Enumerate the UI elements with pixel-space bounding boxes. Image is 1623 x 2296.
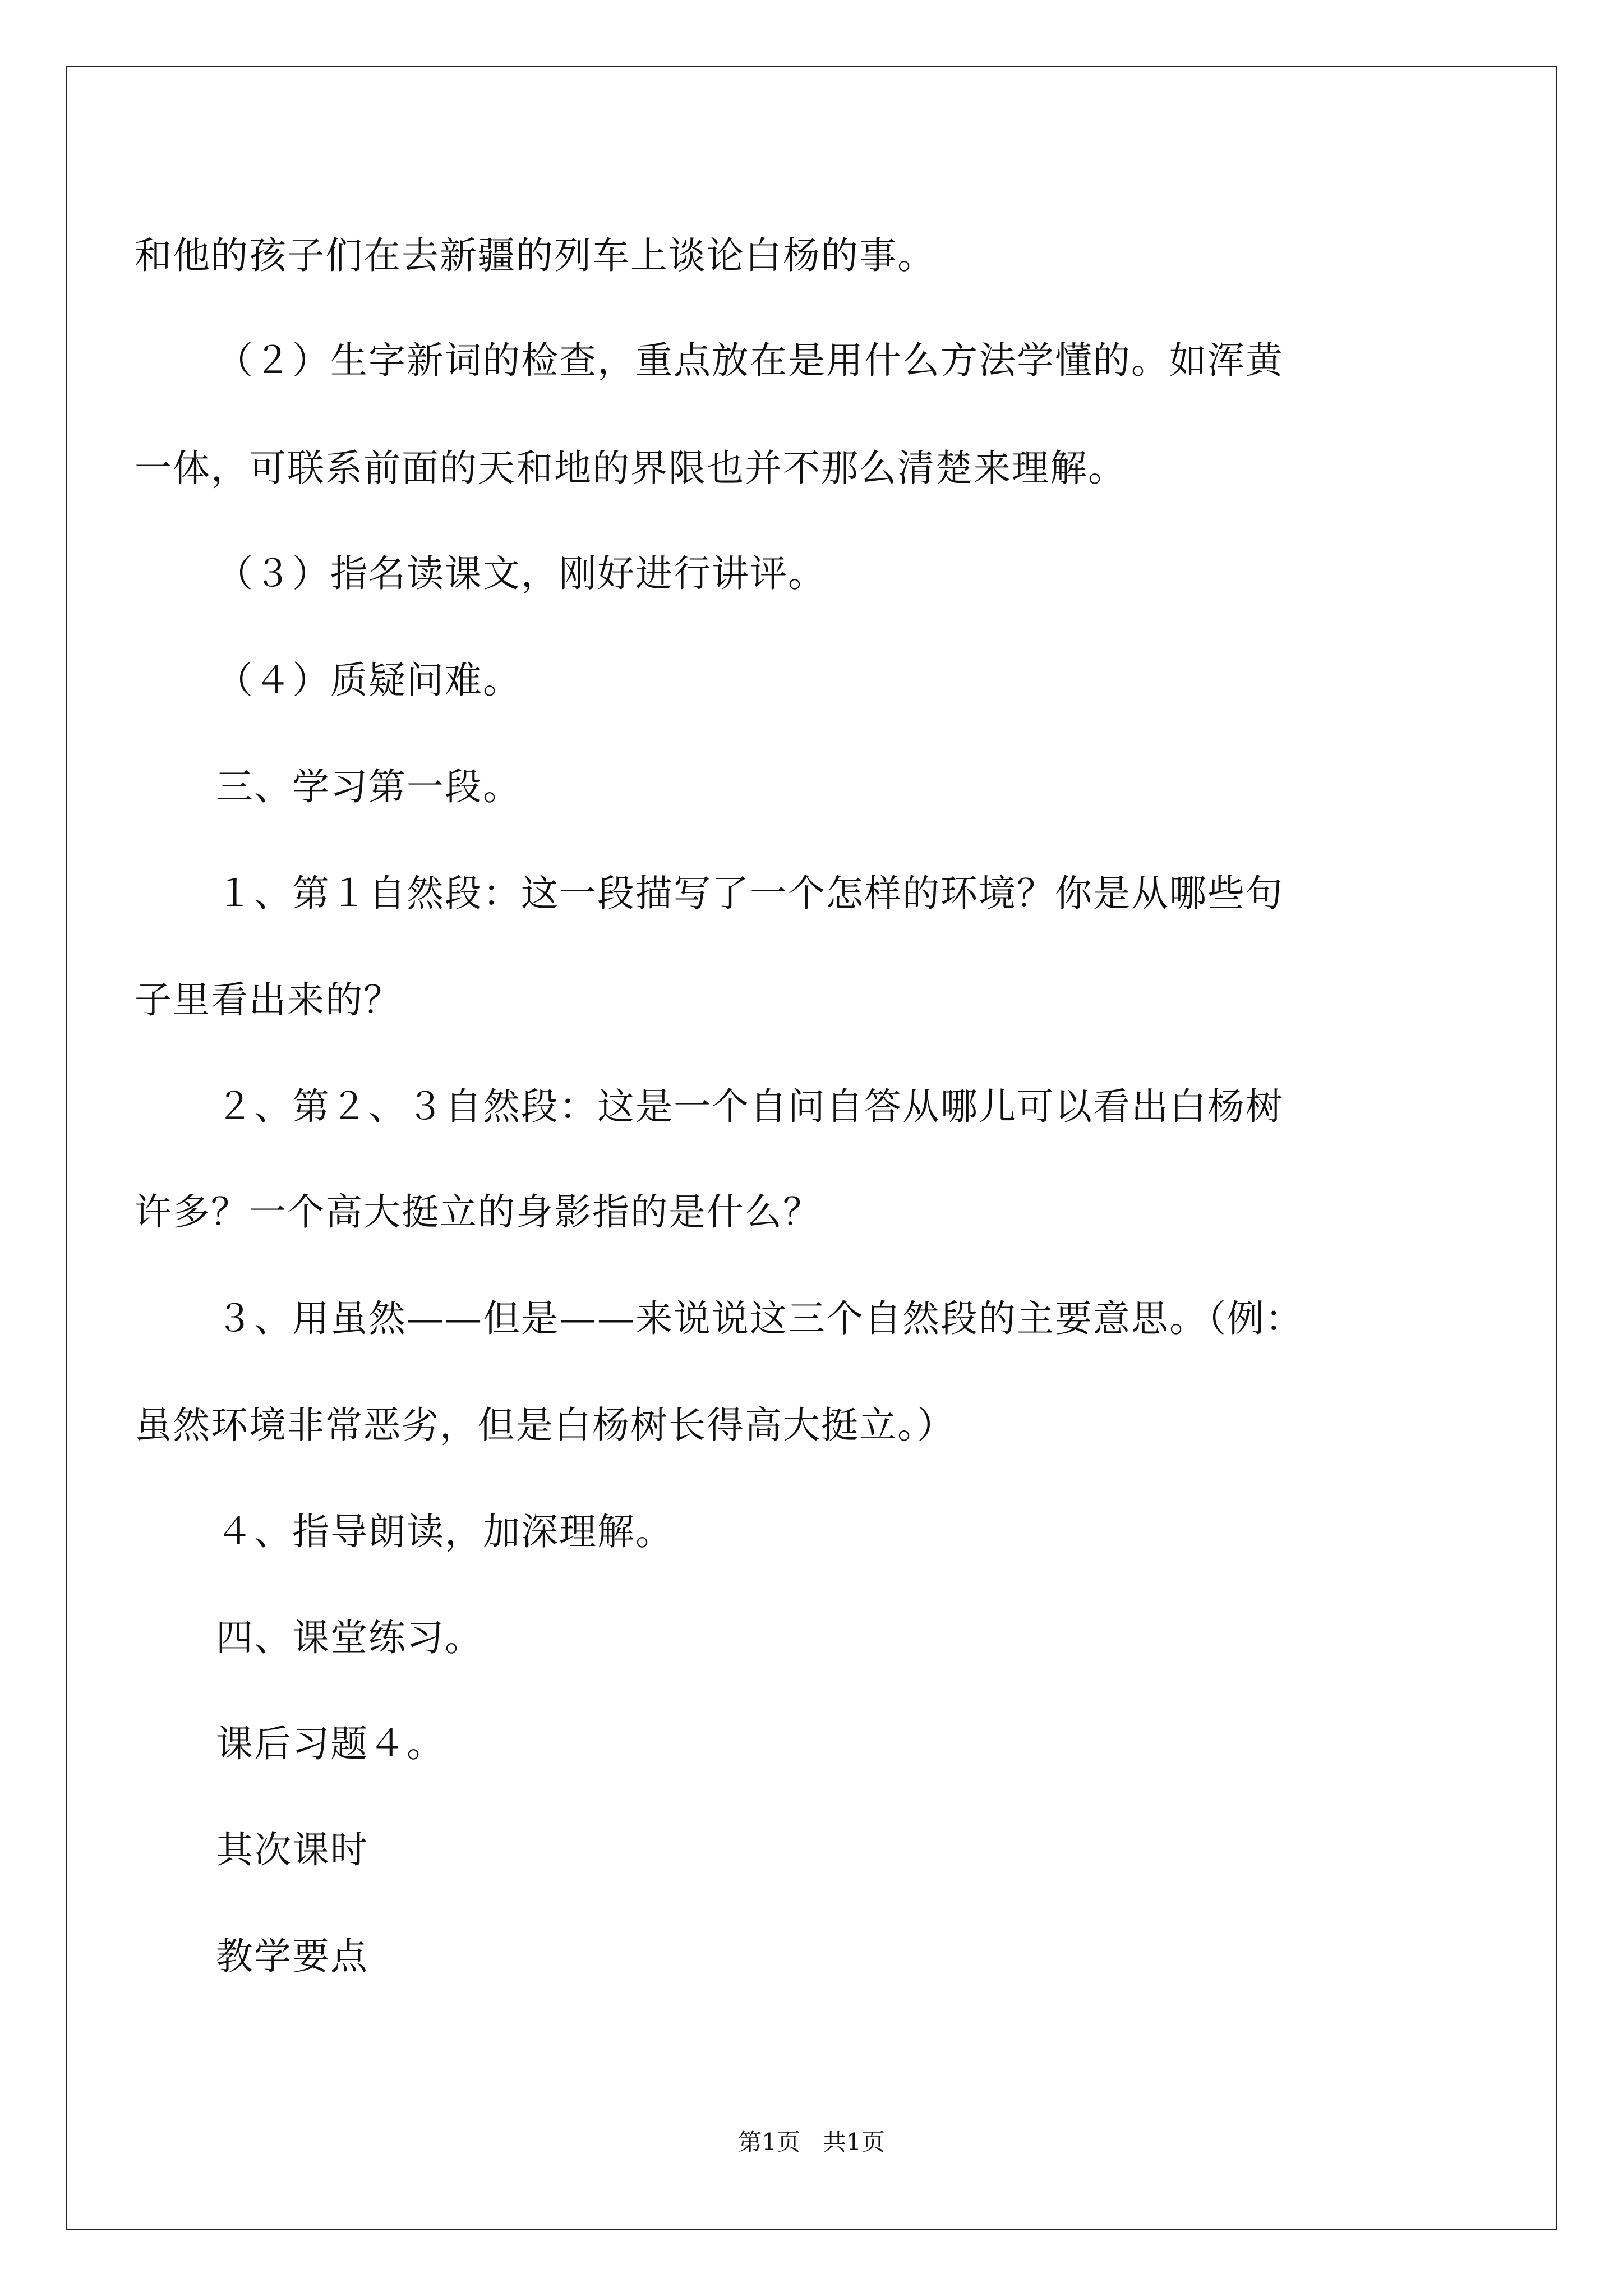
paragraph-line: （４）质疑问难。: [216, 659, 521, 702]
paragraph-line: １、第１自然段：这一段描写了一个怎样的环境？你是从哪些句: [216, 872, 1284, 915]
paragraph-line: 子里看出来的？: [135, 978, 402, 1022]
page-number: 第1页: [738, 2128, 800, 2156]
paragraph-line: 和他的孩子们在去新疆的列车上谈论白杨的事。: [135, 234, 935, 277]
page-footer: [0, 2124, 1623, 2157]
section-heading: 四、课堂练习。: [216, 1616, 483, 1659]
paragraph-line: ２、第２、３自然段：这是一个自问自答从哪儿可以看出白杨树: [216, 1085, 1284, 1128]
section-heading: 其次课时: [216, 1828, 368, 1871]
section-heading: 教学要点: [216, 1935, 368, 1978]
paragraph-line: （２）生字新词的检查，重点放在是用什么方法学懂的。如浑黄: [216, 339, 1284, 382]
paragraph-line: （３）指名读课文，刚好进行讲评。: [216, 552, 826, 595]
paragraph-line: 一体，可联系前面的天和地的界限也并不那么清楚来理解。: [135, 447, 1126, 490]
section-heading: 三、学习第一段。: [216, 765, 521, 808]
paragraph-line: 课后习题４。: [216, 1722, 445, 1765]
page-total: 共1页: [823, 2128, 885, 2156]
paragraph-line: ４、指导朗读，加深理解。: [216, 1510, 674, 1553]
paragraph-line: 虽然环境非常恶劣，但是白杨树长得高大挺立。）: [135, 1404, 955, 1447]
paragraph-line: ３、用虽然——但是——来说说这三个自然段的主要意思。（例：: [216, 1297, 1303, 1340]
paragraph-line: 许多？一个高大挺立的身影指的是什么？: [135, 1190, 821, 1234]
